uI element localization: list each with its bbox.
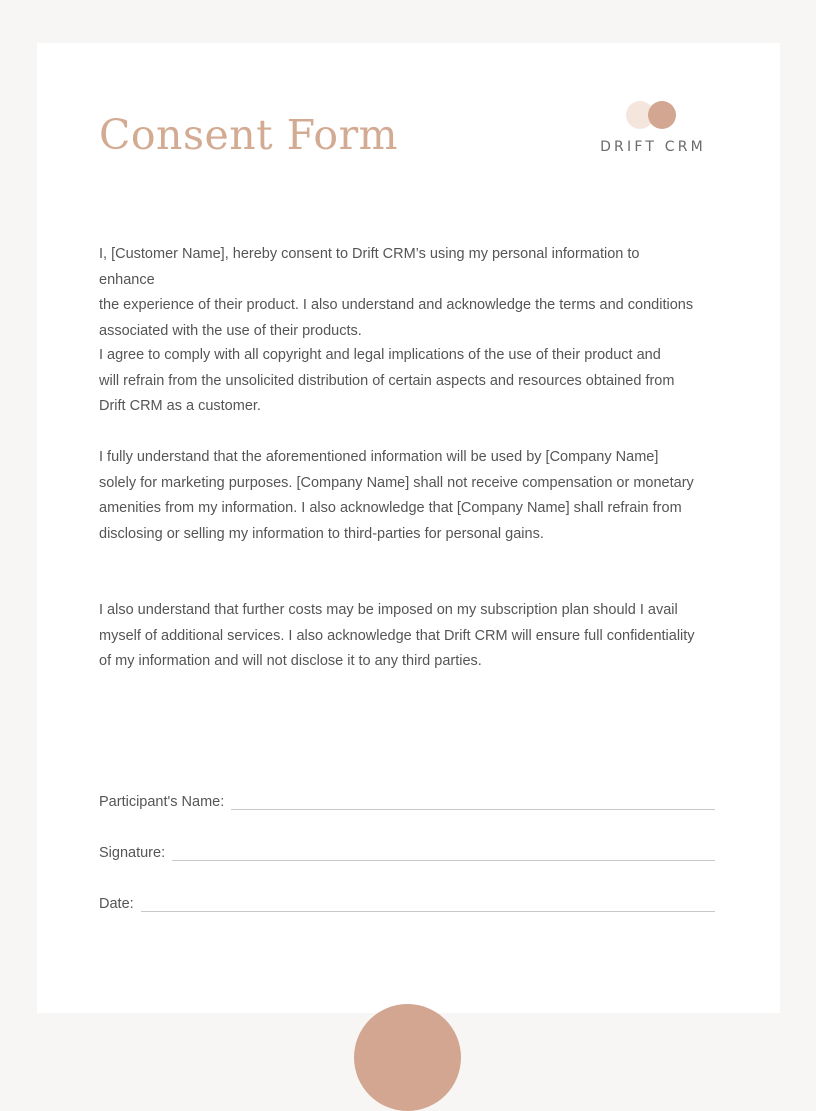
logo-circle-dark-icon <box>648 101 676 129</box>
consent-paragraph-1: I, [Customer Name], hereby consent to Drift CRM’s using my personal information to enhance the experience of their product. I also understand and acknowledge the terms and conditions associated with the use of their products. <box>99 246 694 339</box>
consent-paragraph-4: I also understand that further costs may be imposed on my subscription plan should I avail myself of additional services. I also acknowledge that Drift CRM will ensure full confidentiality of my information and will not disclose it to any third parties. <box>99 602 695 669</box>
date-line[interactable] <box>141 911 715 912</box>
consent-paragraph-2: I agree to comply with all copyright and legal implications of the use of their product and will refrain from the unsolicited distribution of certain aspects and resources obtained from Drift CRM as a customer. <box>99 347 675 414</box>
participant-name-label: Participant's Name: <box>99 794 225 810</box>
consent-paragraph-3: I fully understand that the aforementioned information will be used by [Company Name] solely for marketing purposes. [Company Name] shall not receive compensation or monetary amenities from my information. I also acknowledge that [Company Name] shall refrain from disclosing or selling my information to third-parties for personal gains. <box>99 449 694 542</box>
signature-label: Signature: <box>99 845 166 861</box>
participant-name-field <box>99 787 715 811</box>
date-label: Date: <box>99 896 134 912</box>
signature-line[interactable] <box>172 860 715 861</box>
page-title: Consent Form <box>99 111 399 159</box>
participant-name-line[interactable] <box>231 809 715 810</box>
decorative-circle <box>354 1004 461 1111</box>
signature-field <box>99 838 715 862</box>
document-page <box>37 43 780 1013</box>
brand-logo <box>593 101 713 161</box>
brand-name: DRIFT CRM <box>600 139 706 155</box>
date-field <box>99 889 715 913</box>
